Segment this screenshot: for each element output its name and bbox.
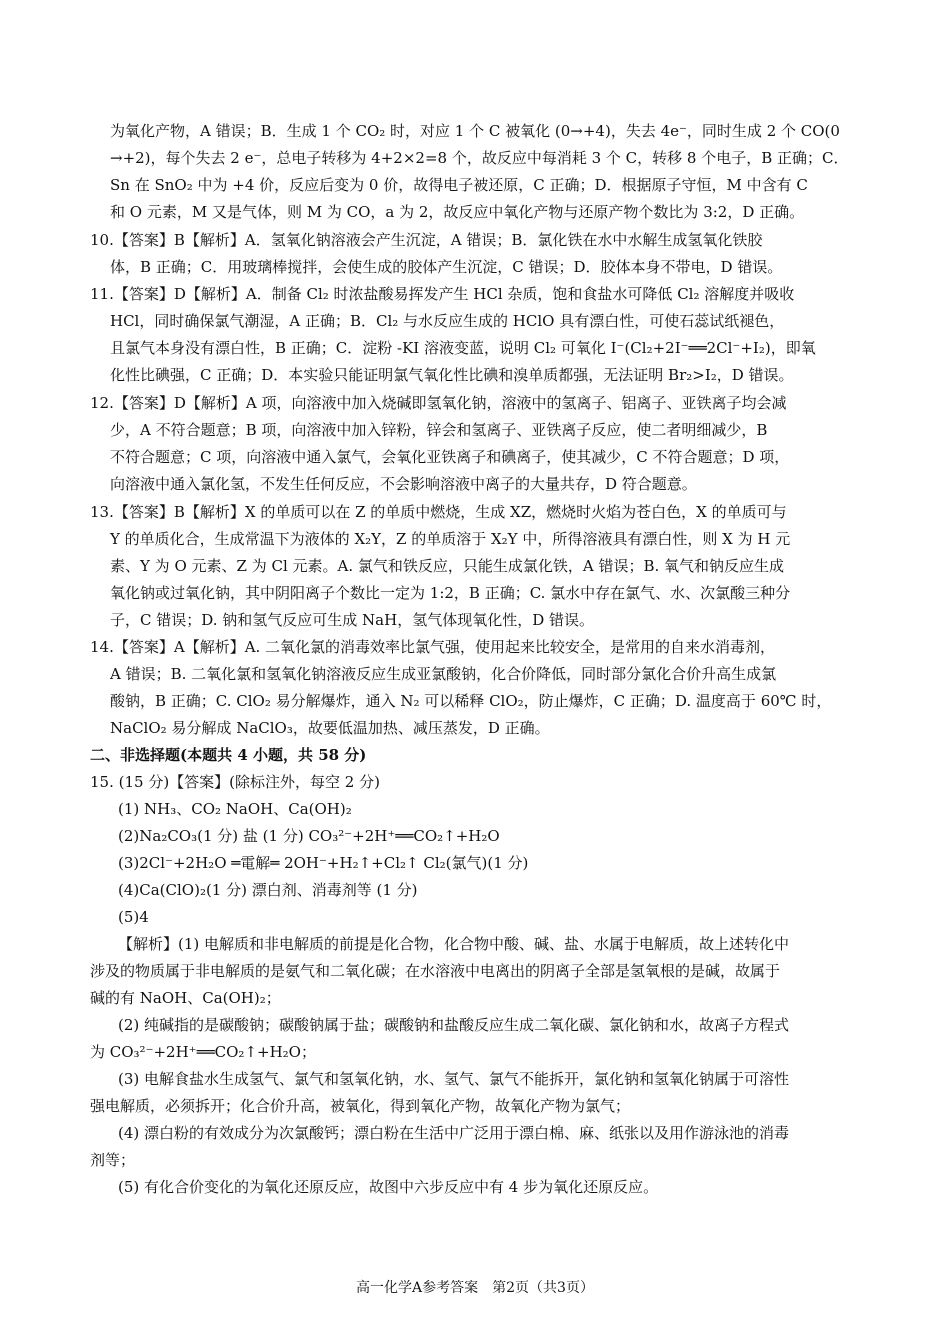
explanation-line: 为 CO₃²⁻+2H⁺══CO₂↑+H₂O； bbox=[90, 1043, 316, 1061]
text-line: 子，C 错误；D. 钠和氢气反应可生成 NaH，氢气体现氧化性，D 错误。 bbox=[110, 611, 594, 629]
text-line: Sn 在 SnO₂ 中为 +4 价，反应后变为 0 价，故得电子被还原，C 正确；D．根据原子守恒，M 中含有 C bbox=[110, 176, 808, 194]
explanation-line: 剂等； bbox=[90, 1151, 136, 1169]
text-line: 素、Y 为 O 元素、Z 为 Cl 元素。A. 氯气和铁反应，只能生成氯化铁，A 错误；B. 氧气和钠反应生成 bbox=[110, 557, 785, 575]
answer-15-5: (5)4 bbox=[118, 908, 149, 926]
text-line: 为氧化产物，A 错误；B．生成 1 个 CO₂ 时，对应 1 个 C 被氧化 (0→+4)，失去 4e⁻，同时生成 2 个 CO(0 bbox=[110, 122, 840, 140]
text-line: A 错误；B. 二氧化氯和氢氧化钠溶液反应生成亚氯酸钠，化合价降低，同时部分氯化合价升高生成氯 bbox=[110, 665, 777, 683]
explanation-line: (4) 漂白粉的有效成分为次氯酸钙；漂白粉在生活中广泛用于漂白棉、麻、纸张以及用作游泳池的消毒 bbox=[118, 1124, 790, 1142]
text-line: 和 O 元素，M 又是气体，则 M 为 CO，a 为 2，故反应中氧化产物与还原产物个数比为 3:2，D 正确。 bbox=[110, 203, 805, 221]
answer-15-header: 15. (15 分)【答案】(除标注外，每空 2 分) bbox=[90, 773, 380, 791]
text-line: 且氯气本身没有漂白性，B 正确；C．淀粉 -KI 溶液变蓝，说明 Cl₂ 可氧化 I⁻(Cl₂+2I⁻══2Cl⁻+I₂)，即氧 bbox=[110, 339, 816, 357]
text-line: 不符合题意；C 项，向溶液中通入氯气，会氧化亚铁离子和碘离子，使其减少，C 不符合题意；D 项， bbox=[110, 448, 790, 466]
answer-10: 10.【答案】B【解析】A．氢氧化钠溶液会产生沉淀，A 错误；B．氯化铁在水中水解生成氢氧化铁胶 bbox=[90, 231, 763, 249]
explanation-line: 强电解质，必须拆开；化合价升高，被氧化，得到氧化产物，故氧化产物为氯气； bbox=[90, 1097, 631, 1115]
answer-11: 11.【答案】D【解析】A．制备 Cl₂ 时浓盐酸易挥发产生 HCl 杂质，饱和食盐水可降低 Cl₂ 溶解度并吸收 bbox=[90, 285, 795, 303]
answer-15-4: (4)Ca(ClO)₂(1 分) 漂白剂、消毒剂等 (1 分) bbox=[118, 881, 418, 899]
text-line: 氧化钠或过氧化钠，其中阴阳离子个数比一定为 1:2，B 正确；C. 氯水中存在氯气、水、次氯酸三种分 bbox=[110, 584, 791, 602]
page-footer: 高一化学A参考答案 第2页（共3页） bbox=[356, 1280, 594, 1296]
answer-15-2: (2)Na₂CO₃(1 分) 盐 (1 分) CO₃²⁻+2H⁺══CO₂↑+H₂O bbox=[118, 827, 500, 845]
explanation-line: 碱的有 NaOH、Ca(OH)₂； bbox=[90, 989, 281, 1007]
text-line: Y 的单质化合，生成常温下为液体的 X₂Y，Z 的单质溶于 X₂Y 中，所得溶液具有漂白性，则 X 为 H 元 bbox=[110, 530, 791, 548]
text-line: 酸钠，B 正确；C. ClO₂ 易分解爆炸，通入 N₂ 可以稀释 ClO₂，防止爆炸，C 正确；D. 温度高于 60℃ 时， bbox=[110, 692, 832, 710]
explanation-line: (2) 纯碱指的是碳酸钠；碳酸钠属于盐；碳酸钠和盐酸反应生成二氧化碳、氯化钠和水，故离子方程式 bbox=[118, 1016, 790, 1034]
text-line: →+2)，每个失去 2 e⁻，总电子转移为 4+2×2=8 个，故反应中每消耗 3 个 C，转移 8 个电子，B 正确；C． bbox=[110, 149, 849, 167]
answer-13: 13.【答案】B【解析】X 的单质可以在 Z 的单质中燃烧，生成 XZ，燃烧时火焰为苍白色，X 的单质可与 bbox=[90, 503, 787, 521]
explanation-line: 【解析】(1) 电解质和非电解质的前提是化合物，化合物中酸、碱、盐、水属于电解质，故上述转化中 bbox=[118, 935, 790, 953]
text-line: NaClO₂ 易分解成 NaClO₃，故要低温加热、减压蒸发，D 正确。 bbox=[110, 719, 550, 737]
section-heading: 二、非选择题(本题共 4 小题，共 58 分) bbox=[90, 746, 367, 764]
answer-14: 14.【答案】A【解析】A. 二氧化氯的消毒效率比氯气强，使用起来比较安全，是常用的自来水消毒剂， bbox=[90, 638, 776, 656]
explanation-line: 涉及的物质属于非电解质的是氨气和二氧化碳；在水溶液中电离出的阴离子全部是氢氧根的是碱，故属于 bbox=[90, 962, 781, 980]
answer-12: 12.【答案】D【解析】A 项，向溶液中加入烧碱即氢氧化钠，溶液中的氢离子、铝离子、亚铁离子均会减 bbox=[90, 394, 787, 412]
answer-15-1: (1) NH₃、CO₂ NaOH、Ca(OH)₂ bbox=[118, 800, 352, 818]
text-line: 体，B 正确；C．用玻璃棒搅拌，会使生成的胶体产生沉淀，C 错误；D．胶体本身不带电，D 错误。 bbox=[110, 258, 783, 276]
text-line: 向溶液中通入氯化氢，不发生任何反应，不会影响溶液中离子的大量共存，D 符合题意。 bbox=[110, 475, 697, 493]
answer-15-3: (3)2Cl⁻+2H₂O ═電解═ 2OH⁻+H₂↑+Cl₂↑ Cl₂(氯气)(1 分) bbox=[118, 854, 529, 872]
explanation-line: (5) 有化合价变化的为氧化还原反应，故图中六步反应中有 4 步为氧化还原反应。 bbox=[118, 1178, 659, 1196]
text-line: 少，A 不符合题意；B 项，向溶液中加入锌粉，锌会和氢离子、亚铁离子反应，使二者明细减少，B bbox=[110, 421, 768, 439]
text-line: 化性比碘强，C 正确；D．本实验只能证明氯气氧化性比碘和溴单质都强，无法证明 Br₂>I₂，D 错误。 bbox=[110, 366, 794, 384]
text-line: HCl，同时确保氯气潮湿，A 正确；B．Cl₂ 与水反应生成的 HClO 具有漂白性，可使石蕊试纸褪色， bbox=[110, 312, 785, 330]
explanation-line: (3) 电解食盐水生成氢气、氯气和氢氧化钠，水、氢气、氯气不能拆开，氯化钠和氢氧化钠属于可溶性 bbox=[118, 1070, 790, 1088]
